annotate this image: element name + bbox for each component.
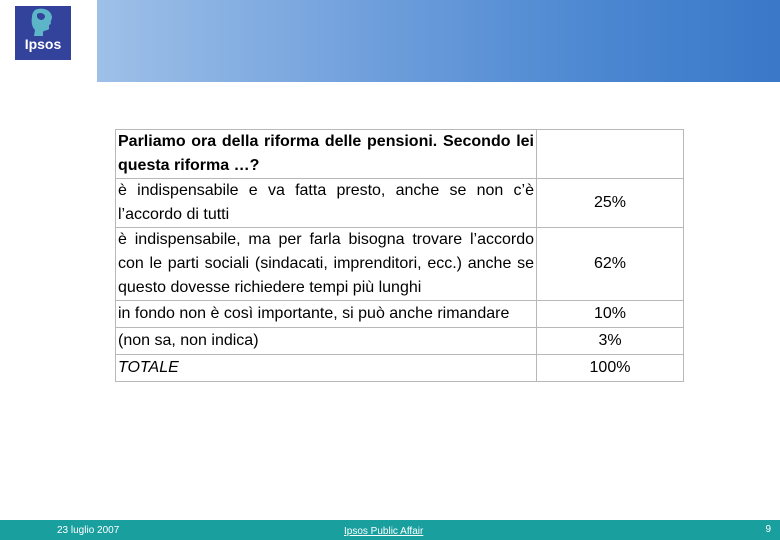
total-row [116, 355, 684, 382]
footer-bar [0, 520, 780, 540]
row-value: 3% [537, 328, 684, 355]
table-row [116, 179, 684, 228]
table-row [116, 328, 684, 355]
total-label: TOTALE [116, 355, 537, 382]
table-row [116, 228, 684, 301]
question-value-cell [537, 130, 684, 179]
survey-table [115, 129, 684, 382]
row-value: 62% [537, 228, 684, 301]
page-number: 9 [765, 524, 771, 535]
question-cell: Parliamo ora della riforma delle pensioni. Secondo lei questa riforma …? [116, 130, 537, 179]
row-label: (non sa, non indica) [116, 328, 537, 355]
logo-area [0, 0, 92, 82]
footer-link[interactable]: Ipsos Public Affair [344, 526, 424, 537]
header-band [97, 0, 780, 82]
ipsos-logo [15, 6, 71, 60]
question-row [116, 130, 684, 179]
table-row [116, 301, 684, 328]
footer-date: 23 luglio 2007 [57, 525, 120, 536]
row-label: è indispensabile, ma per farla bisogna trovare l’accordo con le parti sociali (sindacati, imprenditori, ecc.) anche se questo dovesse richiedere tempi più lunghi [116, 228, 537, 301]
row-value: 25% [537, 179, 684, 228]
row-value: 10% [537, 301, 684, 328]
total-value: 100% [537, 355, 684, 382]
row-label: è indispensabile e va fatta presto, anche se non c’è l’accordo di tutti [116, 179, 537, 228]
head-silhouette-icon [31, 8, 55, 36]
row-label: in fondo non è così importante, si può anche rimandare [116, 301, 537, 328]
logo-text: Ipsos [24, 36, 62, 52]
